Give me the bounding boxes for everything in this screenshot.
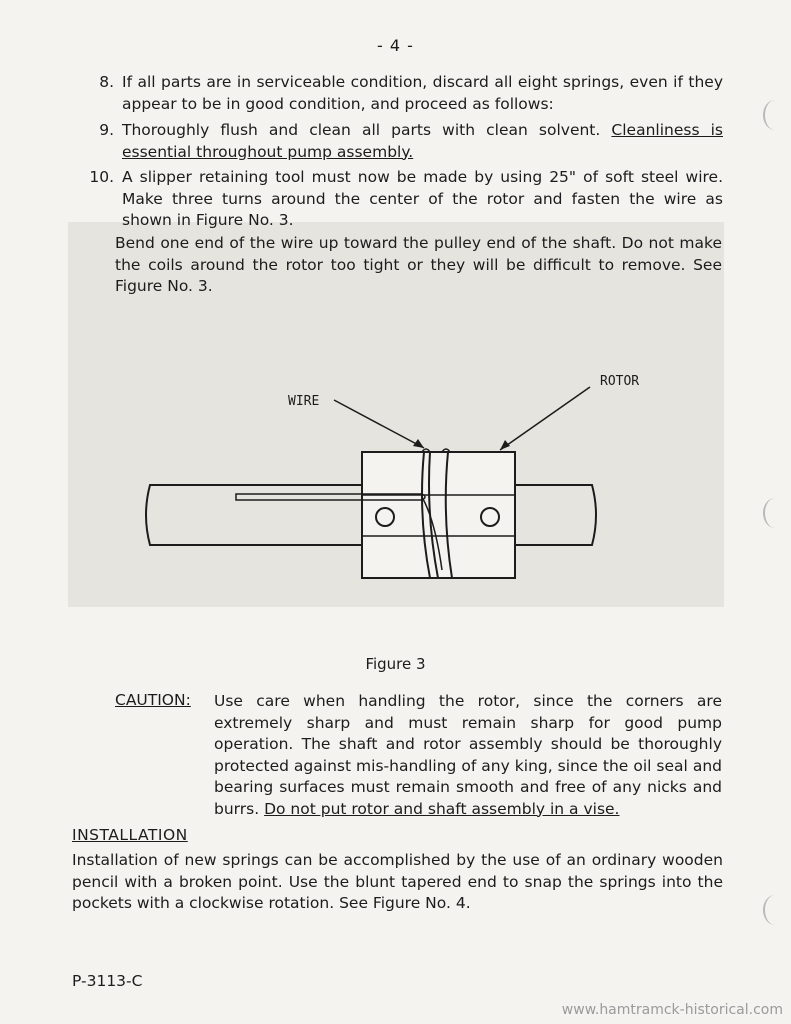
binder-hole-mark (763, 895, 787, 925)
figure-caption: Figure 3 (365, 655, 426, 673)
step-text: If all parts are in serviceable condition, discard all eight springs, even if they appear to be in good condition, and proceed as follows: (122, 73, 723, 113)
binder-hole-mark (763, 498, 787, 528)
rotor-body (362, 452, 515, 578)
step-10-note: Bend one end of the wire up toward the pulley end of the shaft. Do not make the coils around the rotor too tight or they will be difficult to remove. See Figure No. 3. (115, 234, 722, 295)
step-9 (78, 120, 723, 163)
installation-text: Installation of new springs can be accomplished by the use of an ordinary wooden pencil with a broken point. Use the blunt tapered end to snap the springs into the pockets with a clockwise rotation. See Figure No. 4. (72, 851, 723, 912)
installation-heading: INSTALLATION (72, 826, 188, 844)
document-code: P-3113-C (72, 972, 143, 990)
label-wire: WIRE (288, 394, 320, 409)
step-text: A slipper retaining tool must now be made by using 25" of soft steel wire. Make three turns around the center of the rotor and fasten the wire as shown in Figure No. 3. (122, 168, 723, 229)
step-number: 8. (99, 73, 114, 91)
caution-text (214, 691, 722, 820)
step-8 (78, 72, 723, 115)
shaft-right (515, 485, 596, 545)
step-number: 10. (89, 168, 114, 186)
figure-3-diagram (130, 360, 640, 600)
step-10 (78, 167, 723, 232)
caution-text-plain: Use care when handling the rotor, since the corners are extremely sharp and must remain sharp for good pump operation. The shaft and rotor assembly should be thoroughly protected against mis-handling of any king, since the oil seal and bearing surfaces must remain smooth and free of any nicks and burrs. (214, 692, 722, 818)
step-text-emphasis: Cleanliness is essential throughout pump assembly. (122, 121, 723, 161)
watermark: www.hamtramck-historical.com (561, 1002, 783, 1018)
page-number: - 4 - (377, 36, 414, 55)
caution-text-emphasis: Do not put rotor and shaft assembly in a vise. (264, 799, 620, 818)
step-text (122, 120, 723, 163)
label-rotor: ROTOR (600, 374, 640, 389)
binder-hole-mark (763, 100, 787, 130)
caution-label: CAUTION: (115, 691, 191, 709)
step-number: 9. (99, 121, 114, 139)
wire-leader (334, 400, 424, 448)
rotor-leader (500, 387, 590, 450)
step-text-plain: Thoroughly flush and clean all parts with clean solvent. (122, 121, 612, 139)
